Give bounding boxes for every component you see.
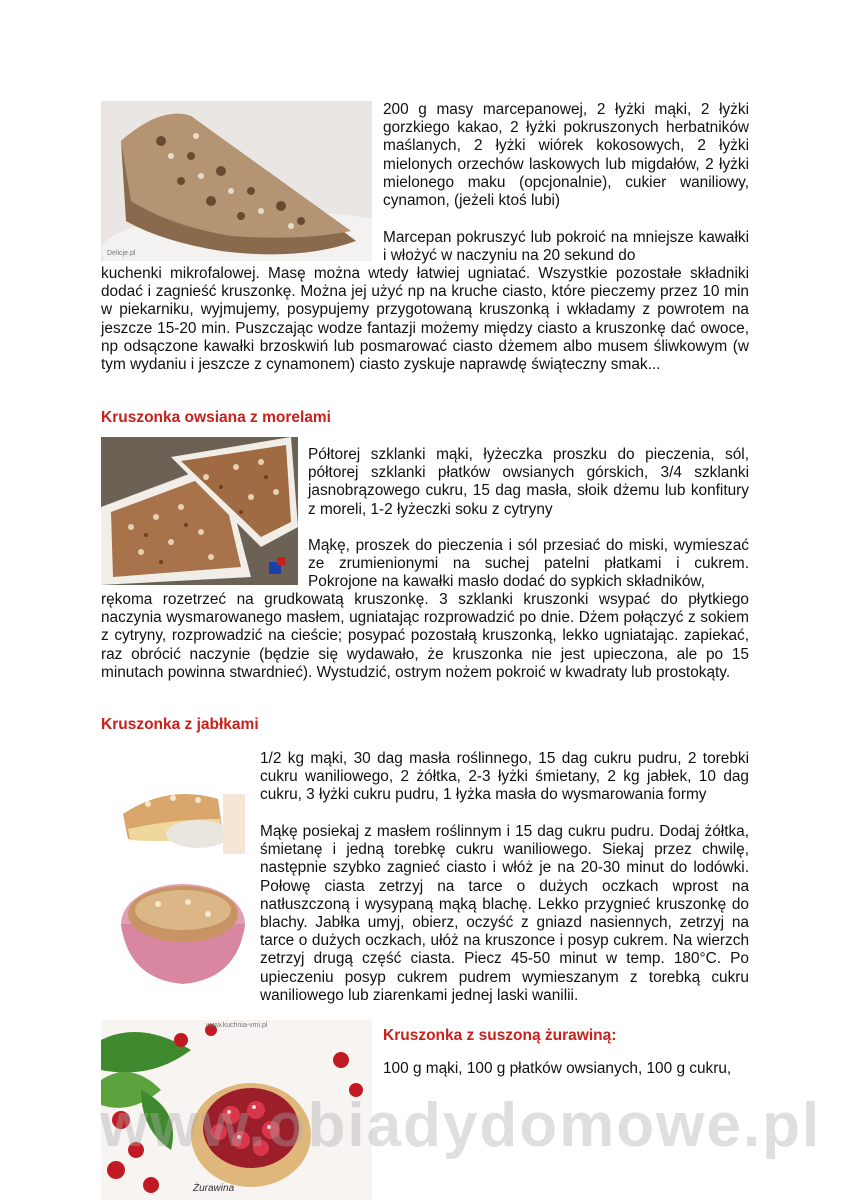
section3-ingredients: 1/2 kg mąki, 30 dag masła roślinnego, 15 dag cukru pudru, 2 torebki cukru waniliowego, 2 żółtka, 2-3 łyżki śmietany, 2 kg jabłek, 10 dag cukru, 3 łyżki cukru pudru, 1 łyżka masła do wysmarowania formy bbox=[260, 750, 749, 804]
section4-ingredients: 100 g mąki, 100 g płatków owsianych, 100 g cukru, bbox=[383, 1060, 732, 1077]
section2-method: rękoma rozetrzeć na grudkowatą kruszonkę. 3 szklanki kruszonki wsypać do płytkiego naczynia wysmarowanego masłem, ugniatając rozprowadzić po dnie. Dżem połączyć z sokiem z cytryny, rozprowadzić na cieście; posypać pozostałą kruszonką, lekko ugniatając. zapiekać, raz obrócić naczynie (będzie się wydawało, że kruszonka nie jest upieczona, ale po 15 minutach powinna stwardnieć). Wystudzić, ostrym nożem pokroić w kwadraty lub prostokąty. bbox=[101, 591, 749, 681]
section2-ingredients: Półtorej szklanki mąki, łyżeczka proszku do pieczenia, sól, półtorej szklanki płatków owsianych górskich, 3/4 szklanki jasnobrązowego cukru, 15 dag masła, słoik dżemu lub konfitury z moreli, 1-2 łyżeczki soku z cytryny bbox=[308, 446, 749, 518]
section3-method: Mąkę posiekaj z masłem roślinnym i 15 dag cukru pudru. Dodaj żółtka, śmietanę i jedną torebkę cukru waniliowego. Siekaj przez chwilę, następnie szybko zagnieć ciasto i włóż je na 20-30 minut do lodówki. Połowę ciasta zetrzyj na tarce o dużych oczkach wprost na natłuszczoną i wysypaną mąką blachę. Lekko przygnieć kruszonkę do blachy. Jabłka umyj, obierz, oczyść z gniazd nasiennych, zetrzyj na tarce o dużych oczkach, ułóż na kruszonce i posyp cukrem. Na wierzch zetrzyj drugą część ciasta. Piecz 45-50 minut w temp. 180°C. Po upieczeniu posyp cukrem pudrem wymieszanym z torebką cukru waniliowego lub ziarenkami jednej laski wanilii. bbox=[260, 823, 749, 1004]
apricot-crumble-photo bbox=[101, 437, 298, 585]
apple-crumble-photo bbox=[108, 774, 245, 989]
photo-caption-top: www.kuchnia-vmi.pl bbox=[206, 1022, 268, 1029]
section1-method-intro: Marcepan pokruszyć lub pokroić na mniejsze kawałki i włożyć w naczyniu na 20 sekund do bbox=[383, 229, 749, 265]
site-watermark: www.obiadydomowe.pl bbox=[100, 1091, 822, 1160]
section1-method: kuchenki mikrofalowej. Masę można wtedy łatwiej ugniatać. Wszystkie pozostałe składniki dodać i zagnieść kruszonkę. Można jej użyć np na kruche ciasto, które pieczemy przez 10 min w piekarniku, wyjmujemy, posypujemy przygotowaną kruszonką i wkładamy z powrotem na jeszcze 15-20 min. Puszczając wodze fantazji możemy między ciasto a kruszonkę dać owoce, np odsączone kawałki brzoskwiń lub posmarować ciasto dżemem albo musem śliwkowym (w tym wydaniu i jeszcze z cynamonem) ciasto zyskuje naprawdę świąteczny smak... bbox=[101, 265, 749, 374]
photo-caption: Delicje.pl bbox=[107, 250, 136, 257]
cranberry-crumble-photo bbox=[101, 1020, 372, 1200]
section3-title: Kruszonka z jabłkami bbox=[101, 716, 259, 733]
section2-method-intro: Mąkę, proszek do pieczenia i sól przesiać do miski, wymieszać ze zrumienionymi na suchej patelni płatkami i cukrem. Pokrojone na kawałki masło dodać do sypkich składników, bbox=[308, 537, 749, 591]
section1-ingredients: 200 g masy marcepanowej, 2 łyżki mąki, 2 łyżki gorzkiego kakao, 2 łyżki pokruszonych herbatników maślanych, 2 łyżki wiórek kokosowych, 2 łyżki mielonych orzechów laskowych lub migdałów, 2 łyżki mielonego maku (opcjonalnie), cukier waniliowy, cynamon, (jeżeli ktoś lubi) bbox=[383, 101, 749, 210]
section4-title: Kruszonka z suszoną żurawiną: bbox=[383, 1027, 617, 1044]
photo-caption-bottom: Żurawina bbox=[193, 1183, 235, 1194]
section2-title: Kruszonka owsiana z morelami bbox=[101, 409, 331, 426]
crumble-cake-photo bbox=[101, 101, 372, 261]
